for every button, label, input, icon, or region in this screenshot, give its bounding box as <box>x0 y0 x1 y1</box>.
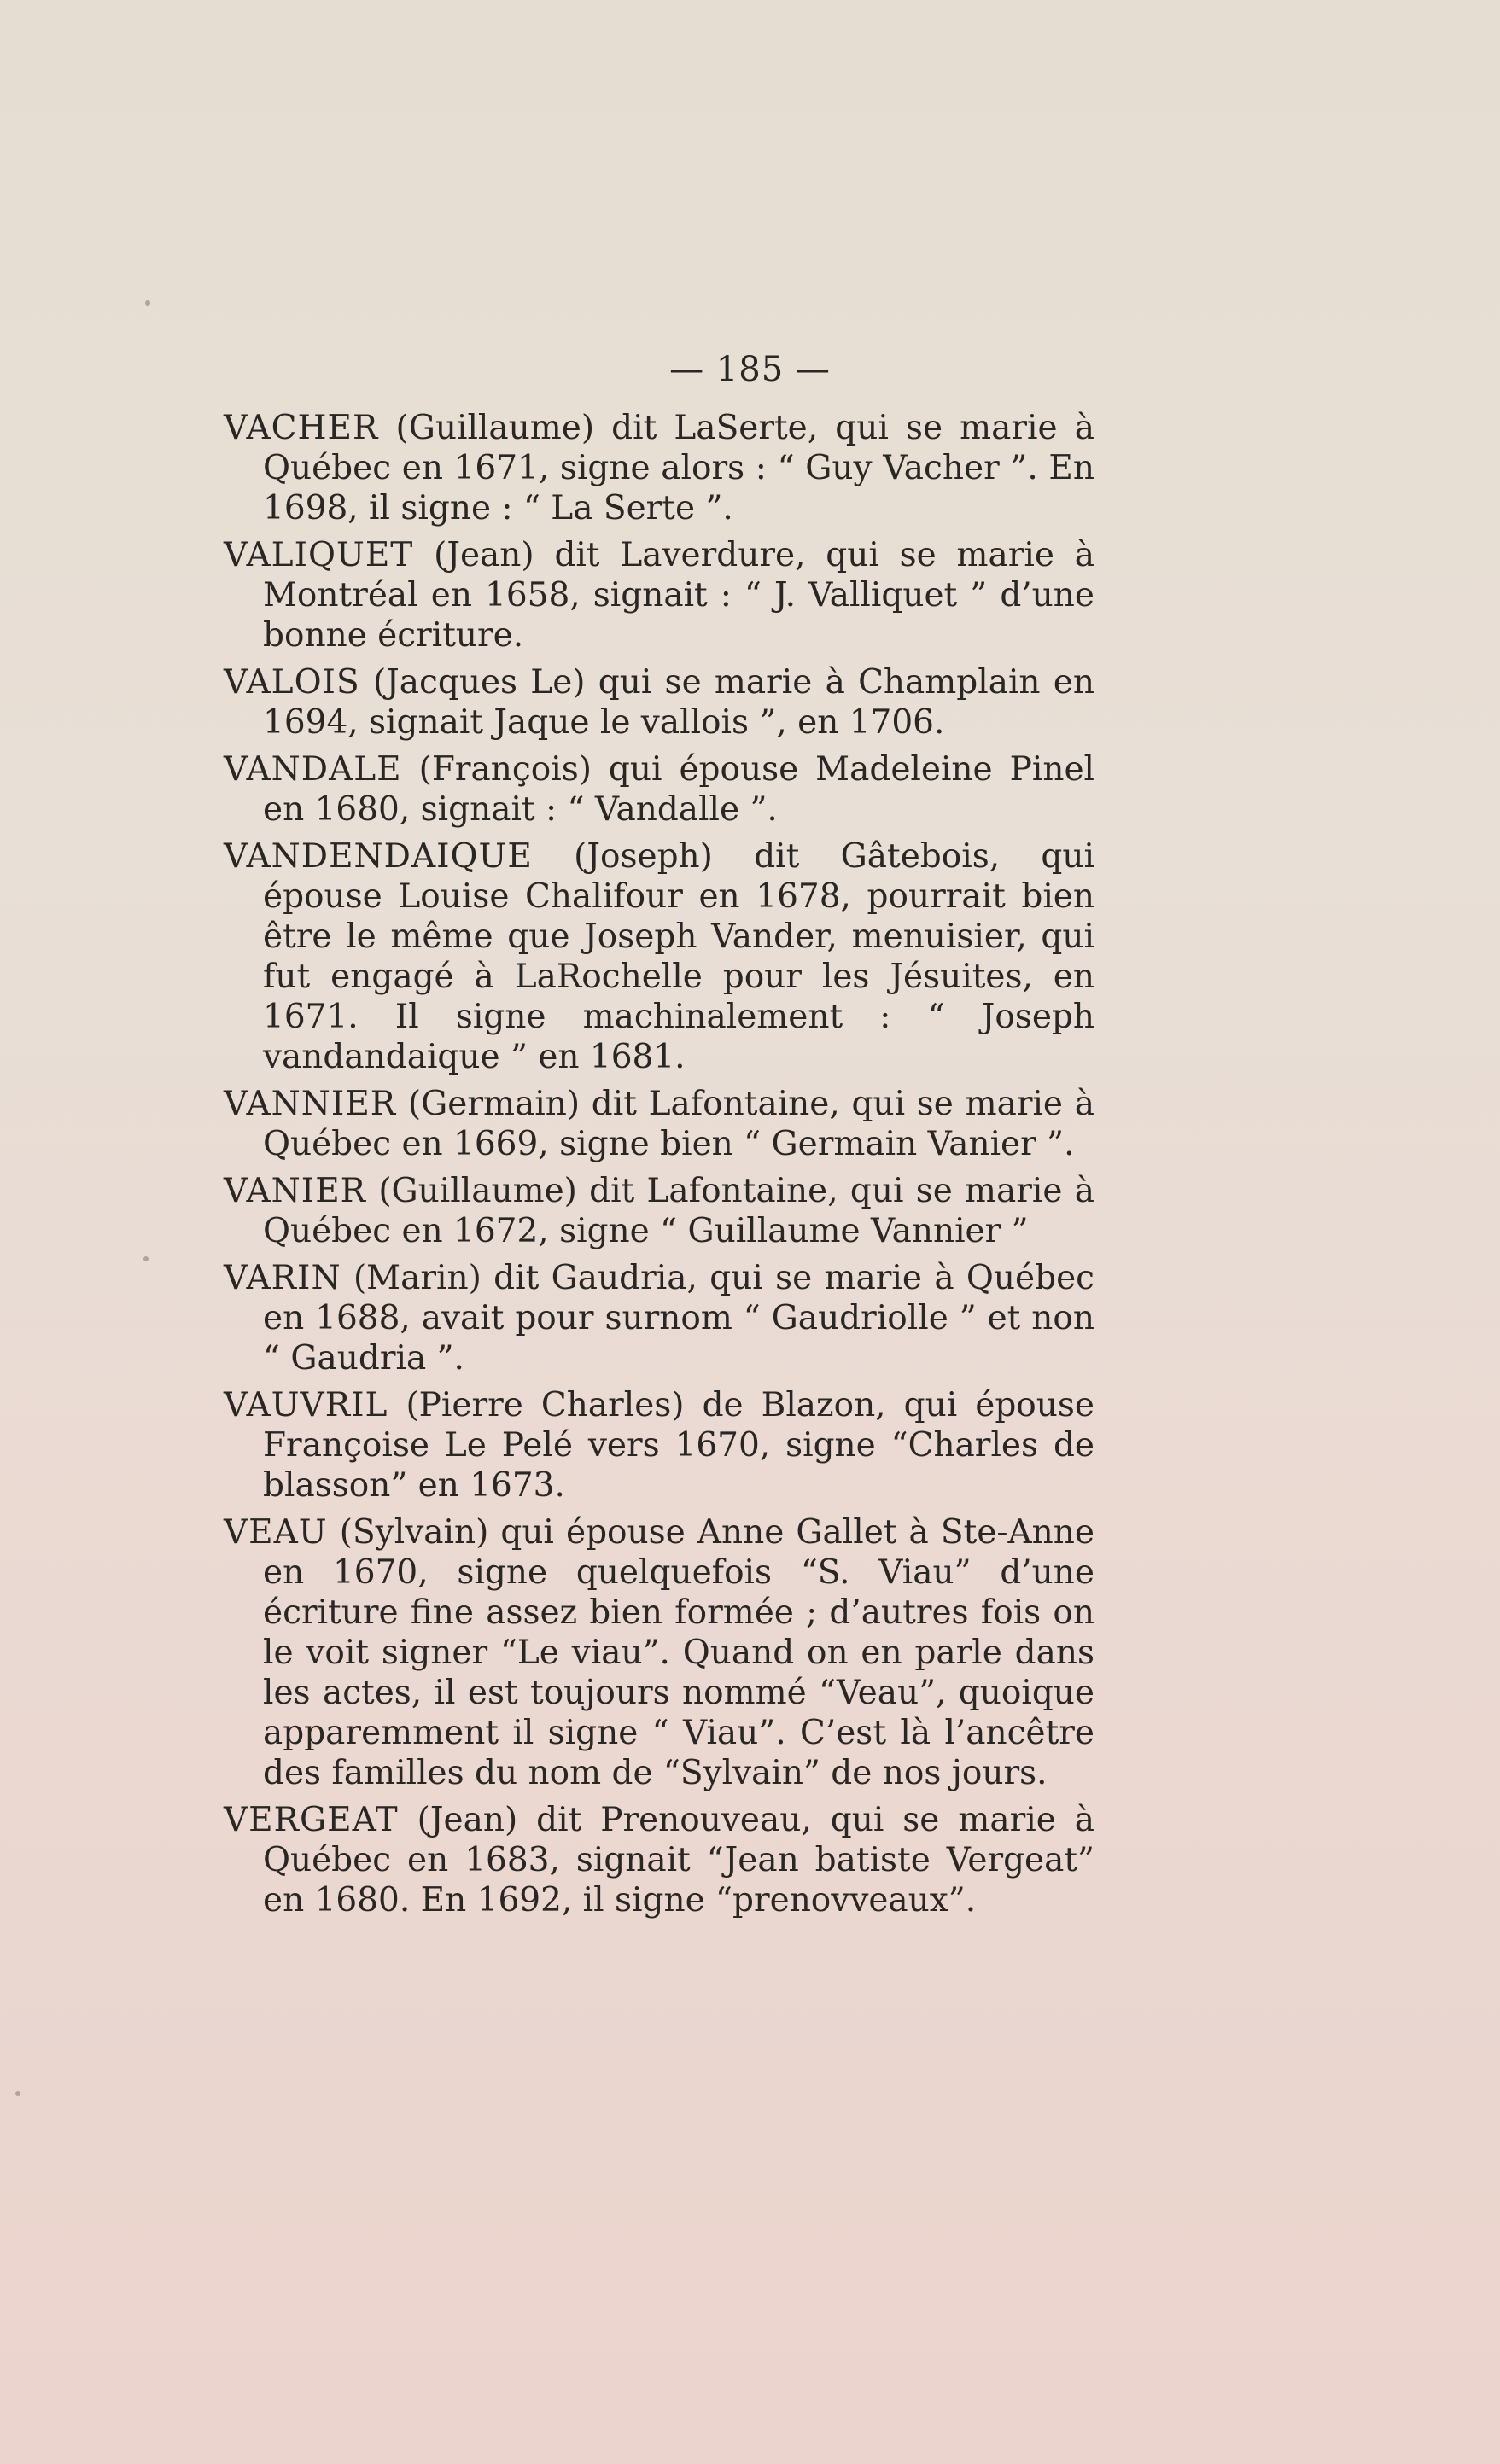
entry-surname: VACHER <box>224 409 379 447</box>
entry-surname: VALIQUET <box>224 536 414 574</box>
entry-surname: VANDALE <box>224 750 402 789</box>
entry-text: (François) qui épouse Madeleine Pinel en 1680, signait : “ Vandalle ”. <box>263 750 1094 829</box>
entry-vacher <box>224 408 1094 528</box>
entry-text: (Joseph) dit Gâtebois, qui épouse Louise Chalifour en 1678, pourrait bien être le même que Joseph Vander, menuisier, qui fut engagé à LaRochelle pour les Jésuites, en 1671. Il signe machinalement : “ Joseph vandandaique ” en 1681. <box>263 837 1094 1076</box>
paper-speck <box>143 1256 149 1261</box>
entry-veau <box>224 1512 1094 1793</box>
entry-text: (Sylvain) qui épouse Anne Gallet à Ste-Anne en 1670, signe quelquefois “S. Viau” d’une écriture fine assez bien formée ; d’autres fois on le voit signer “Le viau”. Quand on en parle dans les actes, il est toujours nommé “Veau”, quoique apparemment il signe “ Viau”. C’est là l’ancêtre des familles du nom de “Sylvain” de nos jours. <box>263 1513 1094 1792</box>
paper-speck <box>15 2091 20 2096</box>
entry-valois <box>224 662 1094 743</box>
entry-vandendaique <box>224 836 1094 1077</box>
entry-surname: VEAU <box>224 1513 328 1552</box>
entry-surname: VALOIS <box>224 663 360 702</box>
entry-surname: VERGEAT <box>224 1801 399 1839</box>
page-number: — 185 — <box>669 350 831 389</box>
entry-text: (Jean) dit Laverdure, qui se marie à Montréal en 1658, signait : “ J. Valliquet ” d’une bonne écriture. <box>263 536 1094 655</box>
entry-vannier <box>224 1084 1094 1164</box>
entry-surname: VANNIER <box>224 1085 397 1123</box>
entry-vauvril <box>224 1385 1094 1506</box>
entry-surname: VARIN <box>224 1259 341 1297</box>
entry-text: (Germain) dit Lafontaine, qui se marie à Québec en 1669, signe bien “ Germain Vanier ”. <box>263 1085 1094 1163</box>
entry-text: (Pierre Charles) de Blazon, qui épouse Françoise Le Pelé vers 1670, signe “Charles de blasson” en 1673. <box>263 1386 1094 1505</box>
entry-varin <box>224 1258 1094 1378</box>
entry-vergeat <box>224 1800 1094 1920</box>
entry-text: (Jacques Le) qui se marie à Champlain en 1694, signait Jaque le vallois ”, en 1706. <box>263 663 1094 742</box>
entry-text: (Jean) dit Prenouveau, qui se marie à Québec en 1683, signait “Jean batiste Vergeat” en 1680. En 1692, il signe “prenovveaux”. <box>263 1801 1094 1919</box>
entry-list <box>224 408 1094 1927</box>
entry-vandale <box>224 749 1094 830</box>
entry-valiquet <box>224 535 1094 655</box>
entry-text: (Marin) dit Gaudria, qui se marie à Québec en 1688, avait pour surnom “ Gaudriolle ” et non “ Gaudria ”. <box>263 1259 1094 1378</box>
entry-vanier <box>224 1171 1094 1251</box>
entry-surname: VANDENDAIQUE <box>224 837 533 876</box>
entry-text: (Guillaume) dit Lafontaine, qui se marie à Québec en 1672, signe “ Guillaume Vannier ” <box>263 1172 1094 1250</box>
paper-speck <box>145 300 150 306</box>
entry-surname: VAUVRIL <box>224 1386 388 1424</box>
entry-text: (Guillaume) dit LaSerte, qui se marie à Québec en 1671, signe alors : “ Guy Vacher ”. En 1698, il signe : “ La Serte ”. <box>263 409 1094 527</box>
entry-surname: VANIER <box>224 1172 367 1210</box>
